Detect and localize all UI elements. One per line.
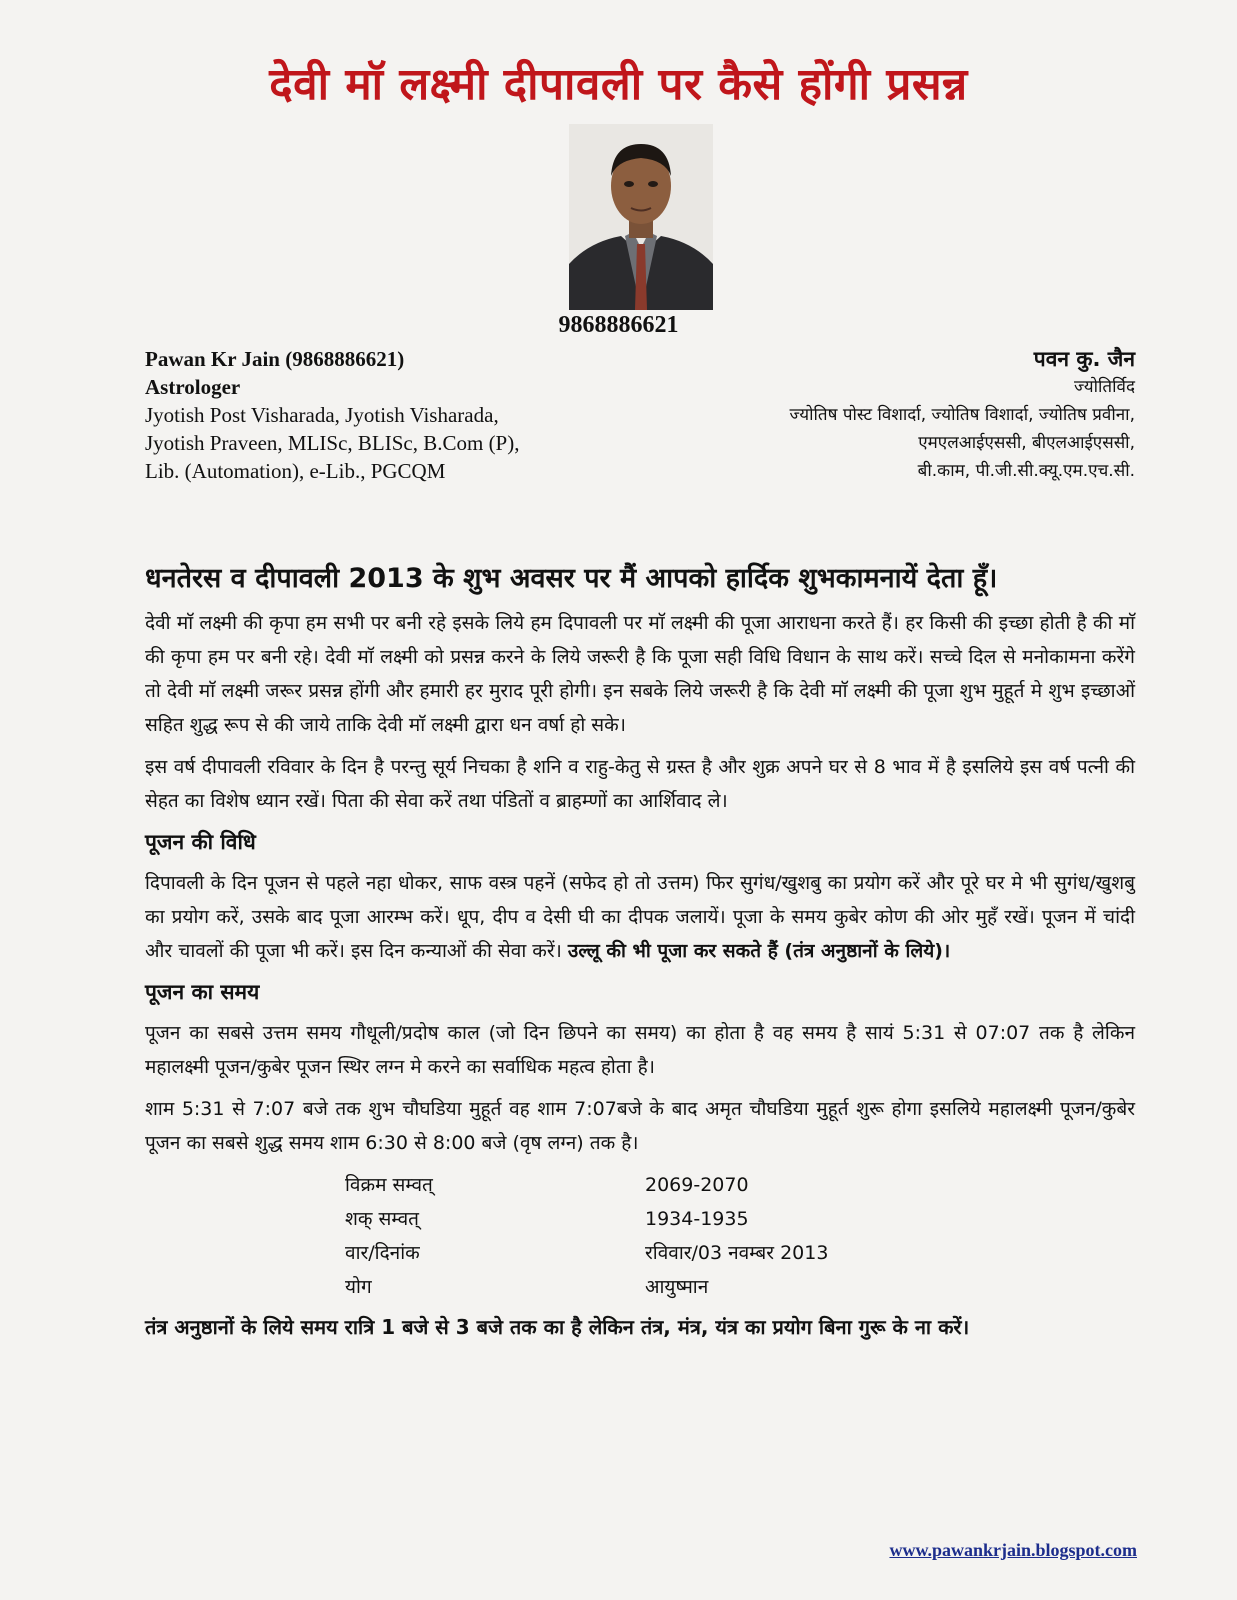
table-row	[345, 1168, 828, 1202]
vidhi-bold-text: उल्लू की भी पूजा कर सकते हैं (तंत्र अनुष्ठानों के लिये)।	[567, 940, 951, 962]
table-row	[345, 1270, 828, 1304]
vidhi-heading: पूजन की विधि	[145, 830, 256, 854]
page-title: देवी माॅ लक्ष्मी दीपावली पर कैसे होंगी प्रसन्न	[269, 59, 968, 110]
profile-qual-hi: ज्योतिष पोस्ट विशार्दा, ज्योतिष विशार्दा, ज्योतिष प्रवीना,	[789, 405, 1135, 425]
panchang-key: विक्रम सम्वत्	[345, 1174, 433, 1196]
photo-caption-phone: 9868886621	[558, 312, 679, 338]
forecast-paragraph: इस वर्ष दीपावली रविवार के दिन है परन्तु सूर्य निचका है शनि व राहु-केतु से ग्रस्त है और शुक्र अपने घर से 8 भाव में है इसलिये इस वर्ष पत्नी की सेहत का विशेष ध्यान रखें। पिता की सेवा करें तथा पंडितों व ब्राहम्णों का आर्शिवाद ले।	[145, 756, 1135, 812]
table-row	[345, 1236, 828, 1270]
profile-name-hi: पवन कु. जैन	[1033, 347, 1135, 371]
panchang-value: रविवार/03 नवम्बर 2013	[645, 1242, 829, 1264]
panchang-value: 1934-1935	[645, 1208, 749, 1230]
profile-qual-hi: बी.काम, पी.जी.सी.क्यू.एम.एच.सी.	[917, 461, 1135, 481]
article-body	[145, 606, 1135, 1344]
vidhi-text: दिपावली के दिन पूजन से पहले नहा धोकर, साफ वस्त्र पहनें (सफेद हो तो उत्तम) फिर सुगंध/खुशबु का प्रयोग करें और पूरे घर मे भी सुगंध/खुशबु का प्रयोग करें, उसके बाद पूजा आरम्भ करें। धूप, दीप व देसी घी का दीपक जलायें। पूजा के समय कुबेर कोण की ओर मुहँ रखें। पूजन में चांदी और चावलों की पूजा भी करें। इस दिन कन्याओं की सेवा करें।	[145, 872, 1135, 962]
greeting-heading: धनतेरस व दीपावली 2013 के शुभ अवसर पर मैं आपको हार्दिक शुभकामनायें देता हूॅं।	[145, 563, 998, 594]
website-link[interactable]: www.pawankrjain.blogspot.com	[889, 1540, 1137, 1560]
tantra-note: तंत्र अनुष्ठानों के लिये समय रात्रि 1 बजे से 3 बजे तक का है लेकिन तंत्र, मंत्र, यंत्र का प्रयोग बिना गुरू के ना करें।	[145, 1315, 970, 1339]
panchang-value: आयुष्मान	[645, 1276, 709, 1298]
profile-qual-hi: एमएलआईएससी, बीएलआईएससी,	[918, 433, 1135, 453]
panchang-table	[345, 1168, 828, 1304]
profile-hindi	[615, 345, 1135, 485]
samay-heading: पूजन का समय	[145, 980, 260, 1004]
profile-qual-en: Jyotish Praveen, MLISc, BLISc, B.Com (P),	[145, 431, 520, 455]
intro-paragraph: देवी माॅ लक्ष्मी की कृपा हम सभी पर बनी रहे इसके लिये हम दिपावली पर माॅ लक्ष्मी की पूजा आराधना करते हैं। हर किसी की इच्छा होती है की माॅ की कृपा हम पर बनी रहे। देवी माॅ लक्ष्मी को प्रसन्न करने के लिये जरूरी है कि पूजा सही विधि विधान के साथ करें। सच्चे दिल से मनोकामना करेंगे तो देवी माॅ लक्ष्मी जरूर प्रसन्न होंगी और हमारी हर मुराद पूरी होगी। इन सबके लिये जरूरी है कि देवी माॅ लक्ष्मी की पूजा शुभ मुहूर्त मे शुभ इच्छाओं सहित शुद्ध रूप से की जाये ताकि देवी माॅ लक्ष्मी द्वारा धन वर्षा हो सके।	[145, 612, 1135, 736]
profile-english	[145, 345, 605, 485]
portrait-icon	[569, 124, 713, 310]
panchang-key: वार/दिनांक	[345, 1242, 420, 1264]
vidhi-paragraph	[145, 866, 1135, 968]
profile-qual-en: Lib. (Automation), e-Lib., PGCQM	[145, 459, 446, 483]
panchang-value: 2069-2070	[645, 1174, 749, 1196]
profile-qual-en: Jyotish Post Visharada, Jyotish Visharada,	[145, 403, 499, 427]
profile-role-hi: ज्योतिर्विद	[1074, 377, 1135, 397]
portrait-photo	[569, 124, 713, 310]
panchang-key: शक् सम्वत्	[345, 1208, 419, 1230]
samay-paragraph-2: शाम 5:31 से 7:07 बजे तक शुभ चौघडिया मुहूर्त वह शाम 7:07बजे के बाद अमृत चौघडिया मुहूर्त शुरू होगा इसलिये महालक्ष्मी पूजन/कुबेर पूजन का सबसे शुद्ध समय शाम 6:30 से 8:00 बजे (वृष लग्न) तक है।	[145, 1098, 1135, 1154]
samay-paragraph-1: पूजन का सबसे उत्तम समय गौधूली/प्रदोष काल (जो दिन छिपने का समय) का होता है वह समय है सायं 5:31 से 07:07 तक है लेकिन महालक्ष्मी पूजन/कुबेर पूजन स्थिर लग्न मे करने का सर्वाधिक महत्व होता है।	[145, 1022, 1135, 1078]
table-row	[345, 1202, 828, 1236]
profile-name-en: Pawan Kr Jain (9868886621)	[145, 347, 405, 371]
profile-role-en: Astrologer	[145, 375, 241, 399]
panchang-key: योग	[345, 1276, 372, 1298]
